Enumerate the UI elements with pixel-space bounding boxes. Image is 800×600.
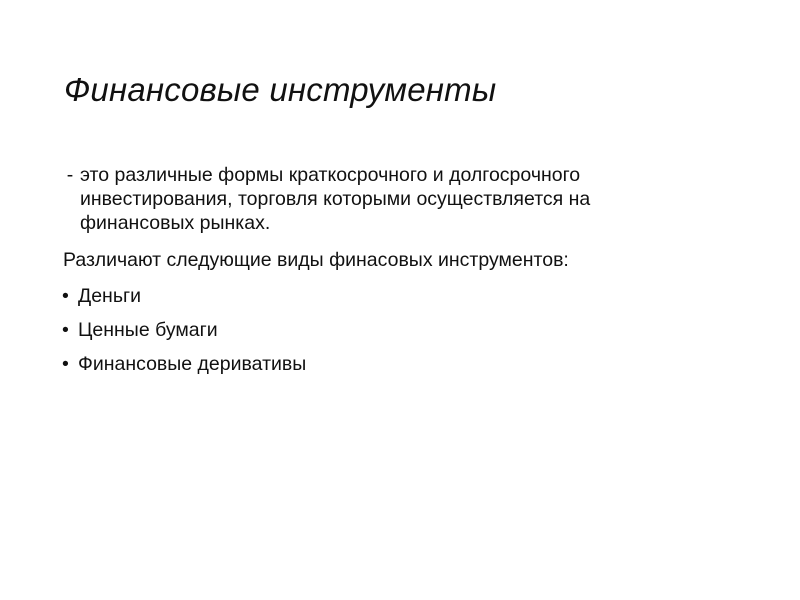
slide-title: Финансовые инструменты bbox=[64, 71, 497, 108]
bullet-icon: • bbox=[62, 319, 69, 341]
bullet-icon: • bbox=[62, 353, 69, 375]
list-item-money bbox=[62, 284, 662, 318]
definition-text: это различные формы краткосрочного и долгосрочного инвестирования, торговля которыми осуществляется на финансовых рынках. bbox=[80, 164, 591, 234]
definition-dash: - bbox=[66, 164, 74, 186]
list-item-label: Финансовые деривативы bbox=[78, 353, 307, 375]
list-item-label: Деньги bbox=[78, 285, 141, 307]
intro-text: Различают следующие виды финасовых инструментов: bbox=[63, 249, 569, 271]
list-item-derivatives bbox=[62, 352, 662, 386]
list-item-label: Ценные бумаги bbox=[78, 319, 218, 341]
instrument-list bbox=[62, 284, 662, 386]
list-item-securities bbox=[62, 318, 662, 352]
definition-paragraph bbox=[60, 163, 700, 235]
bullet-icon: • bbox=[62, 285, 69, 307]
